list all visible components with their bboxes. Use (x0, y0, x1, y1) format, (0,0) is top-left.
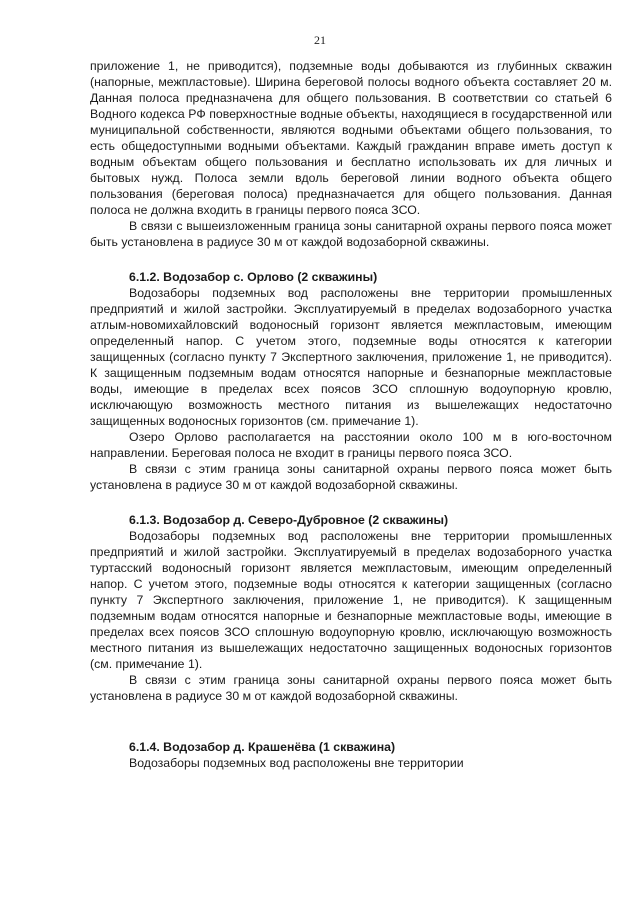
paragraph: Озеро Орлово располагается на расстоянии около 100 м в юго-восточном направлении. Береговая полоса не входит в границы первого пояса ЗСО. (90, 430, 612, 460)
paragraph: В связи с этим граница зоны санитарной охраны первого пояса может быть установлена в радиусе 30 м от каждой водозаборной скважины. (90, 673, 612, 703)
spacer (90, 493, 612, 512)
paragraph: В связи с этим граница зоны санитарной охраны первого пояса может быть установлена в радиусе 30 м от каждой водозаборной скважины. (90, 462, 612, 492)
paragraph: Водозаборы подземных вод расположены вне территории (129, 756, 464, 770)
section-heading: 6.1.4. Водозабор д. Крашенёва (1 скважина) (129, 740, 396, 754)
paragraph: Водозаборы подземных вод расположены вне территории промышленных предприятий и жилой застройки. Эксплуатируемый в пределах водозаборного участка атлым-новомихайловский водоносный горизонт является межпластовым, имеющим определенный напор. С учетом этого, подземные воды относятся к категории защищенных (согласно пункту 7 Экспертного заключения, приложение 1, не приводится). К защищенным подземным водам относятся напорные и безнапорные межпластовые воды, имеющие в пределах всех поясов ЗСО сплошную водоупорную кровлю, исключающую возможность местного питания из вышележащих недостаточно защищенных водоносных горизонтов (см. примечание 1). (90, 286, 612, 428)
section-heading: 6.1.2. Водозабор с. Орлово (2 скважины) (129, 270, 378, 284)
section-heading: 6.1.3. Водозабор д. Северо-Дубровное (2 скважины) (129, 513, 449, 527)
spacer (90, 250, 612, 269)
paragraph: В связи с вышеизложенным граница зоны санитарной охраны первого пояса может быть установлена в радиусе 30 м от каждой водозаборной скважины. (90, 219, 612, 249)
spacer (90, 704, 612, 739)
page-number: 21 (314, 33, 326, 47)
paragraph: приложение 1, не приводится), подземные воды добываются из глубинных скважин (напорные, межпластовые). Ширина береговой полосы водного объекта составляет 20 м. Данная полоса предназначена для общего пользования. В соответствии со статьей 6 Водного кодекса РФ поверхностные водные объекты, находящиеся в государственной или муниципальной собственности, являются водными объектами общего пользования, то есть общедоступными водными объектами. Каждый гражданин вправе иметь доступ к водным объектам общего пользования и бесплатно использовать их для личных и бытовых нужд. Полоса земли вдоль береговой линии водного объекта общего пользования (береговая полоса) предназначается для общего пользования. Данная полоса не должна входить в границы первого пояса ЗСО. (90, 59, 612, 217)
paragraph: Водозаборы подземных вод расположены вне территории промышленных предприятий и жилой застройки. Эксплуатируемый в пределах водозаборного участка туртасский водоносный горизонт является межпластовым, имеющим определенный напор. С учетом этого, подземные воды относятся к категории защищенных (согласно пункту 7 Экспертного заключения, приложение 1, не приводится). К защищенным подземным водам относятся напорные и безнапорные межпластовые воды, имеющие в пределах всех поясов ЗСО сплошную водоупорную кровлю, исключающую возможность местного питания из вышележащих недостаточно защищенных водоносных горизонтов (см. примечание 1). (90, 529, 612, 671)
page-content (90, 58, 612, 771)
